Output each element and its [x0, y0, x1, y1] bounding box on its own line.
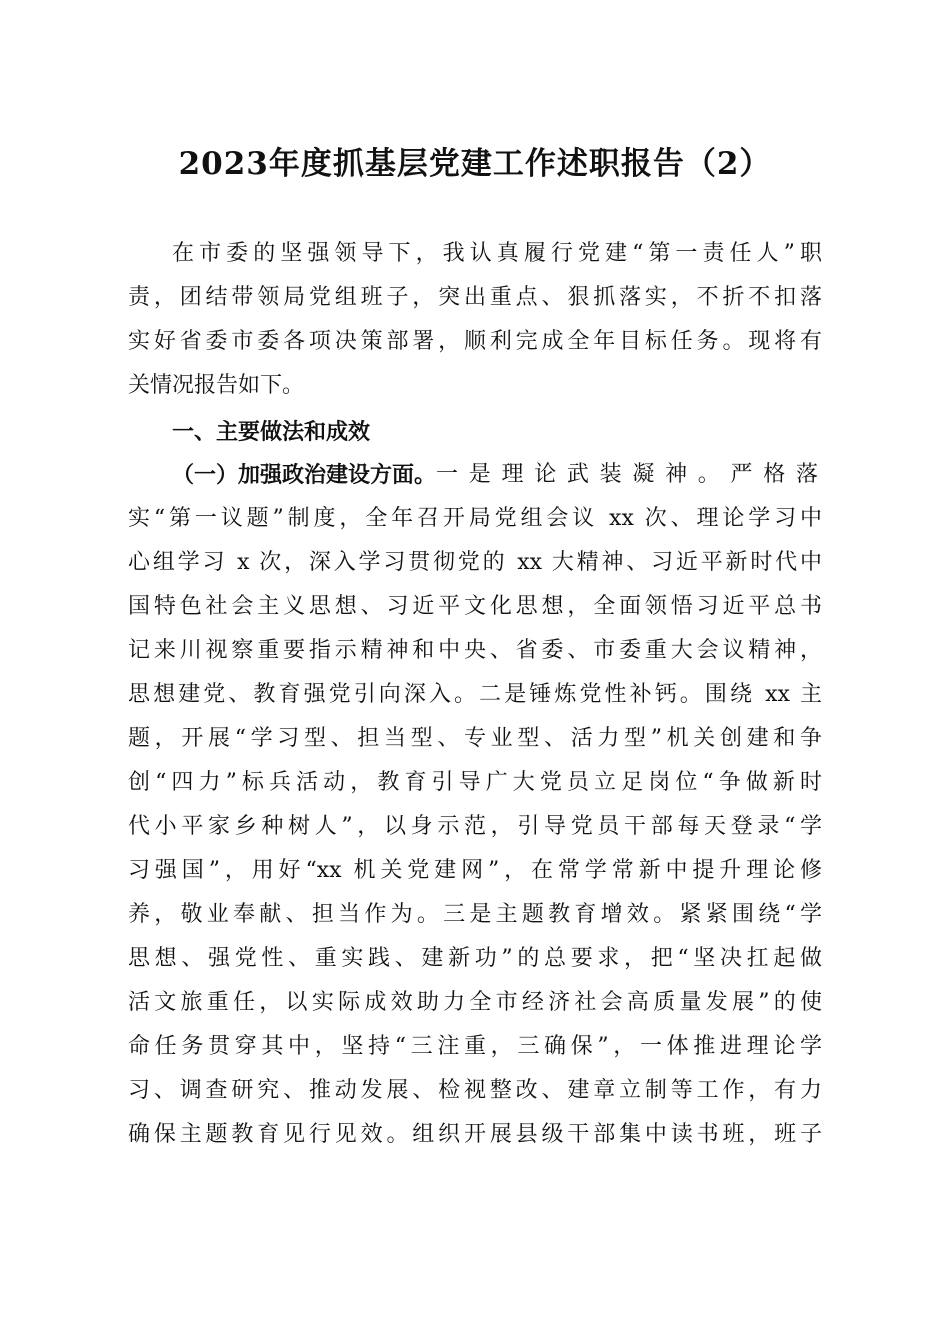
- text-line: 关情况报告如下。: [128, 373, 305, 398]
- text-line: 思想、强党性、重实践、建新功”的总要求，把“坚决扛起做: [128, 946, 822, 971]
- text-line: 习、调查研究、推动发展、检视整改、建章立制等工作，有力: [128, 1078, 822, 1103]
- text-line: 确保主题教育见行见效。组织开展县级干部集中读书班，班子: [128, 1122, 822, 1147]
- text-line: 在市委的坚强领导下，我认真履行党建“第一责任人”职: [172, 241, 822, 266]
- section-heading: 一、主要做法和成效: [172, 419, 371, 445]
- text-line: 记来川视察重要指示精神和中央、省委、市委重大会议精神，: [128, 638, 822, 663]
- text-line: 创“四力”标兵活动，教育引导广大党员立足岗位“争做新时: [128, 770, 822, 795]
- text-line: [128, 453, 822, 497]
- text-line: 国特色社会主义思想、习近平文化思想，全面领悟习近平总书: [128, 594, 822, 619]
- text-line: 心组学习 x 次，深入学习贯彻党的 xx 大精神、习近平新时代中: [128, 550, 822, 575]
- text-line: 实“第一议题”制度，全年召开局党组会议 xx 次、理论学习中: [128, 506, 822, 531]
- body-paragraph: [128, 453, 822, 1157]
- text-line: 活文旅重任，以实际成效助力全市经济社会高质量发展”的使: [128, 990, 822, 1015]
- text-line: 代小平家乡种树人”，以身示范，引导党员干部每天登录“学: [128, 814, 822, 839]
- intro-paragraph: [128, 232, 822, 408]
- text-line: 题，开展“学习型、担当型、专业型、活力型”机关创建和争: [128, 726, 822, 751]
- document-title: 2023年度抓基层党建工作述职报告（2）: [178, 146, 772, 182]
- text-line: 责，团结带领局党组班子，突出重点、狠抓落实，不折不扣落: [128, 285, 822, 310]
- text-line: 养，敬业奉献、担当作为。三是主题教育增效。紧紧围绕“学: [128, 902, 822, 927]
- text-run: 一是理论武装凝神。严格落: [436, 462, 822, 487]
- text-line: 实好省委市委各项决策部署，顺利完成全年目标任务。现将有: [128, 329, 822, 354]
- text-line: 命任务贯穿其中，坚持“三注重，三确保”，一体推进理论学: [128, 1034, 822, 1059]
- text-line: 思想建党、教育强党引向深入。二是锤炼党性补钙。围绕 xx 主: [128, 682, 822, 707]
- text-line: 习强国”，用好“xx 机关党建网”，在常学常新中提升理论修: [128, 858, 822, 883]
- sub-heading: （一）加强政治建设方面。: [172, 462, 437, 488]
